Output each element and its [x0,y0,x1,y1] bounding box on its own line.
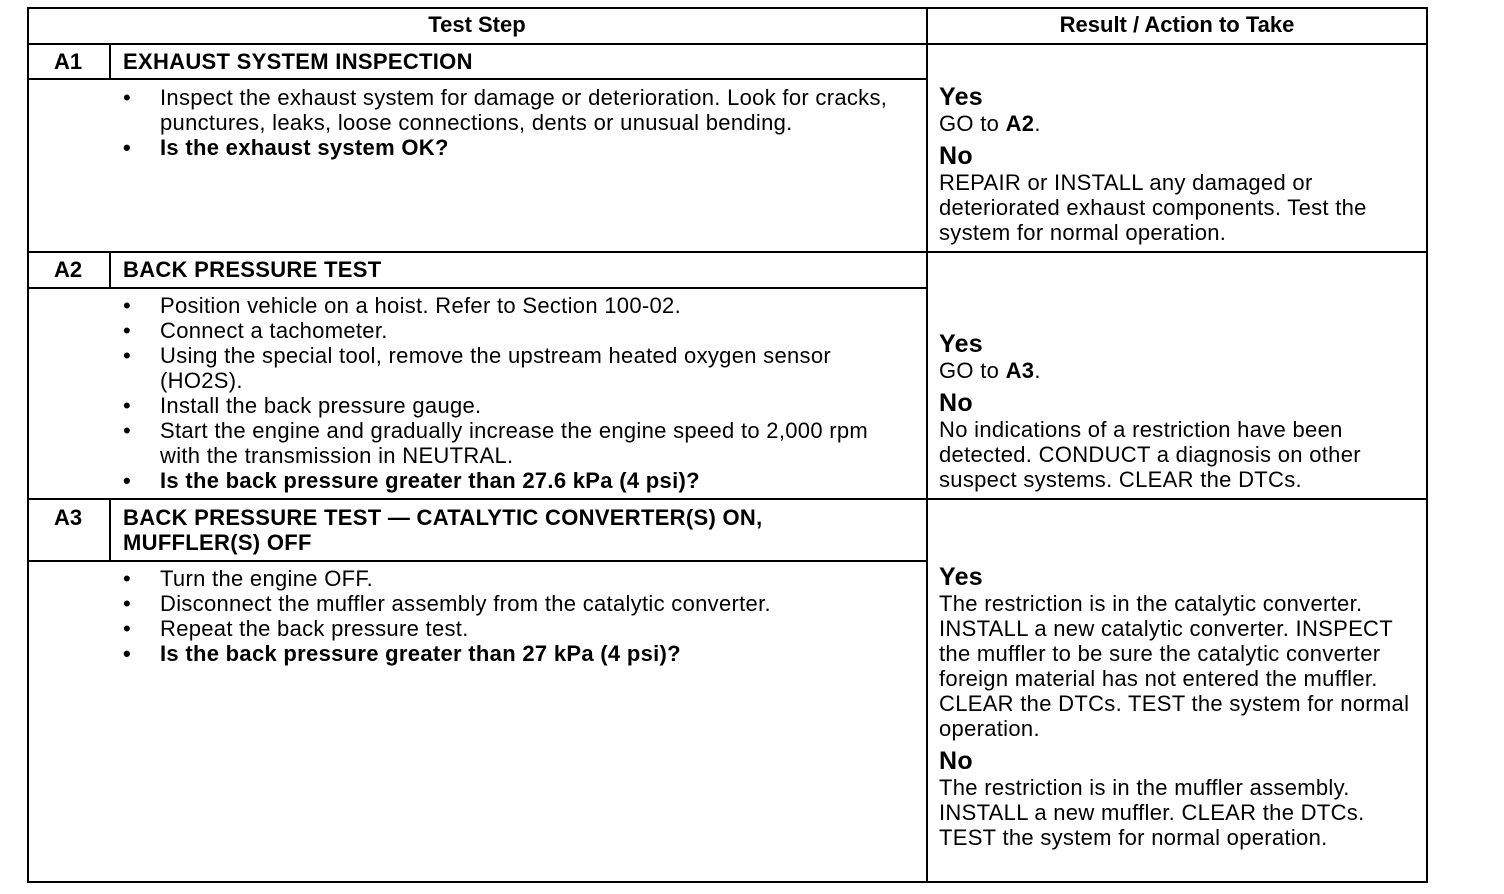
yes-action: GO to A2. [939,111,1041,136]
result-a2 [939,331,1424,492]
no-action: REPAIR or INSTALL any damaged or deteriorated exhaust components. Test the system for normal operation. [939,170,1367,245]
no-label: No [939,142,973,170]
bullet-icon: • [123,393,132,418]
step-title-a2: BACK PRESSURE TEST [123,257,382,282]
step-list-a1 [123,85,913,160]
step-id-a2: A2 [53,257,83,282]
header-test-step: Test Step [428,12,526,37]
yes-label: Yes [939,563,984,591]
bullet-icon: • [123,343,132,368]
no-label: No [939,389,973,417]
bullet-icon: • [123,641,132,666]
list-item: • Is the exhaust system OK? [123,135,449,160]
result-a1 [939,84,1424,245]
list-item: • Disconnect the muffler assembly from the catalytic converter. [123,591,771,616]
title-divider-a3 [27,560,927,562]
yes-label: Yes [939,330,984,358]
bullet-icon: • [123,468,132,493]
list-item: • Is the back pressure greater than 27.6 kPa (4 psi)? [123,468,700,493]
bullet-icon: • [123,591,132,616]
bullet-icon: • [123,135,132,160]
step-id-a3: A3 [53,505,83,530]
title-divider-a1 [27,78,927,80]
step-title-a3-line2: MUFFLER(S) OFF [123,530,312,555]
header-result-action: Result / Action to Take [1059,12,1295,37]
bullet-icon: • [123,85,132,110]
id-divider-a3 [109,498,111,561]
step-list-a2 [123,293,883,493]
list-item: • Start the engine and gradually increase the engine speed to 2,000 rpm with the transmission in NEUTRAL. [123,418,869,468]
result-a3 [939,564,1424,850]
no-label: No [939,747,973,775]
step-ref: A3 [1005,358,1035,383]
bullet-icon: • [123,418,132,443]
list-item: • Connect a tachometer. [123,318,388,343]
yes-action: The restriction is in the catalytic converter. INSTALL a new catalytic converter. INSPECT the muffler to be sure the catalytic converter foreign material has not entered the muffler. CLEAR the DTCs. TEST the system for normal operation. [939,591,1410,741]
step-id-a1: A1 [53,49,83,74]
id-divider-a2 [109,251,111,289]
bullet-icon: • [123,566,132,591]
step-title-a3-line1: BACK PRESSURE TEST — CATALYTIC CONVERTER(S) ON, [123,505,763,530]
list-item: • Is the back pressure greater than 27 kPa (4 psi)? [123,641,681,666]
list-item: • Turn the engine OFF. [123,566,374,591]
header-divider [27,43,1428,45]
step-list-a3 [123,566,913,666]
yes-label: Yes [939,83,984,111]
row-divider-a1 [27,251,1428,253]
list-item: • Repeat the back pressure test. [123,616,469,641]
column-divider-main [926,7,928,883]
yes-action: GO to A3. [939,358,1041,383]
bullet-icon: • [123,616,132,641]
no-action: No indications of a restriction have been detected. CONDUCT a diagnosis on other suspect systems. CLEAR the DTCs. [939,417,1361,492]
bullet-icon: • [123,318,132,343]
list-item: • Install the back pressure gauge. [123,393,482,418]
list-item: • Using the special tool, remove the upstream heated oxygen sensor (HO2S). [123,343,832,393]
step-title-a1: EXHAUST SYSTEM INSPECTION [123,49,473,74]
list-item: • Position vehicle on a hoist. Refer to Section 100-02. [123,293,681,318]
step-ref: A2 [1005,111,1035,136]
row-divider-a2 [27,498,1428,500]
no-action: The restriction is in the muffler assembly. INSTALL a new muffler. CLEAR the DTCs. TEST the system for normal operation. [939,775,1365,850]
list-item: • Inspect the exhaust system for damage or deterioration. Look for cracks, punctures, leaks, loose connections, dents or unusual bending. [123,85,888,135]
id-divider-a1 [109,43,111,80]
title-divider-a2 [27,287,927,289]
bullet-icon: • [123,293,132,318]
